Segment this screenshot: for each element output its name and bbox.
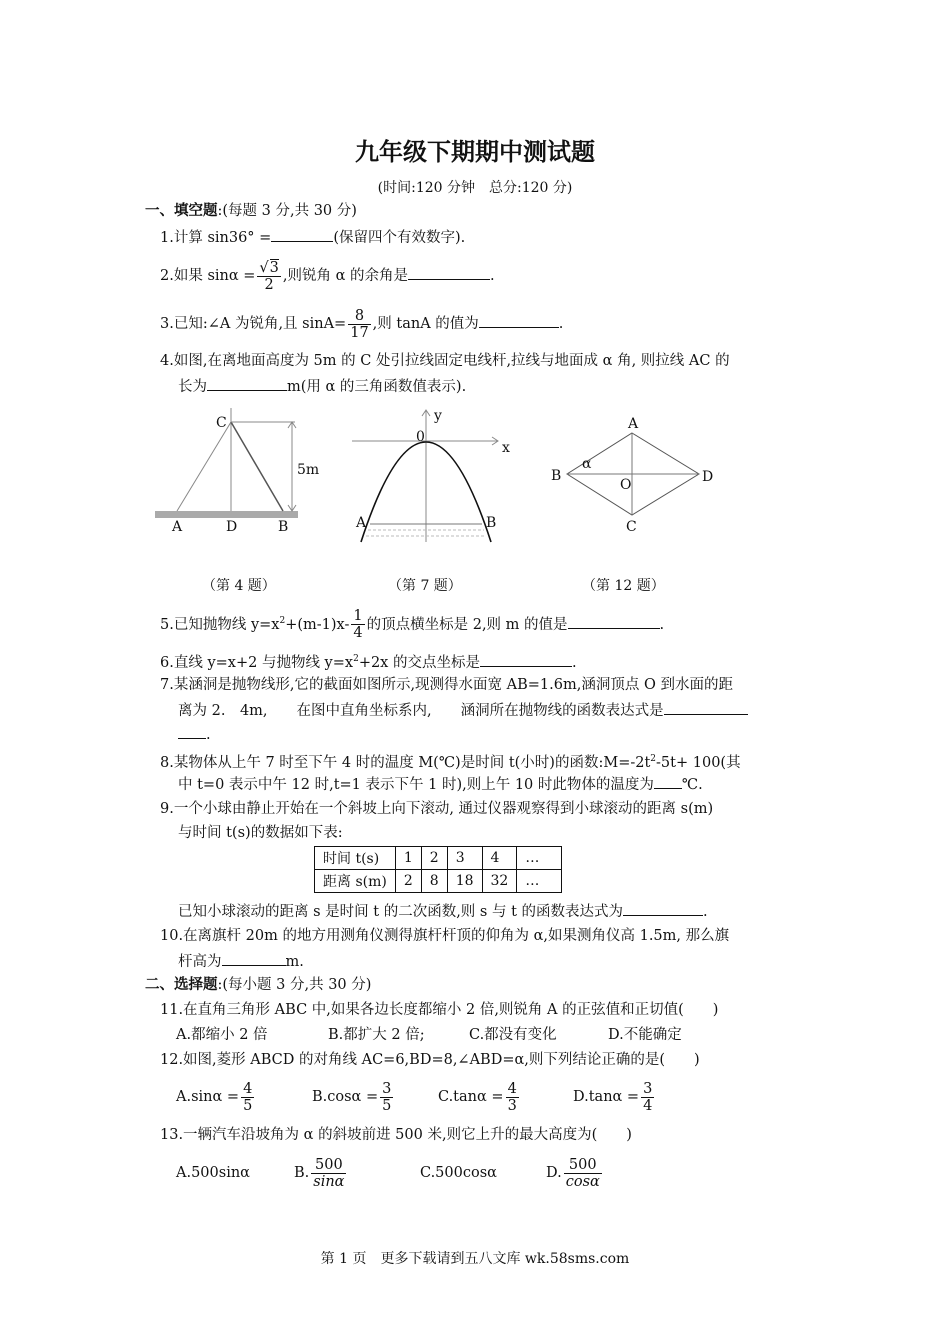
answer-blank (271, 226, 333, 242)
page-footer: 第 1 页 更多下载请到五八文库 wk.58sms.com (320, 1251, 630, 1267)
answer-blank (480, 651, 572, 667)
question-7-line-2: 离为 2. 4m, 在图中直角坐标系内, 涵洞所在抛物线的函数表达式是 (178, 699, 748, 722)
table-cell: 2 (395, 870, 421, 893)
question-13-option-a: A.500sinα (176, 1165, 250, 1181)
fraction: $\frac{8}{17}$ (350, 307, 369, 341)
page-title: 九年级下期期中测试题 (355, 138, 595, 166)
figure-12-rhombus (551, 416, 713, 535)
question-9-line-1: 9.一个小球由静止开始在一个斜坡上向下滚动, 通过仪器观察得到小球滚动的距离 s(m) (160, 801, 714, 817)
question-5: 5.已知抛物线 $y=x^2+(m-1)x-$ $\frac{1}{4}$ 的顶点横坐标是 2,则 m 的值是 . (160, 608, 665, 642)
question-6: 6.直线 y=x+2 与抛物线 $y=x^2+2x$ 的交点坐标是 . (160, 648, 577, 674)
question-9-line-2: 与时间 t(s)的数据如下表: (178, 825, 343, 841)
figure-7-parabola (352, 408, 510, 542)
label-b: B (551, 468, 562, 484)
ground-strip (155, 511, 298, 518)
question-9-after: 已知小球滚动的距离 s 是时间 t 的二次函数,则 s 与 t 的函数表达式为 . (178, 900, 708, 923)
table-cell: 4 (482, 847, 517, 870)
table-cell: 32 (482, 870, 517, 893)
answer-blank (479, 312, 559, 328)
wire-bc (231, 422, 283, 511)
figure-12-caption: （第 12 题） (582, 578, 665, 594)
question-13: 13.一辆汽车沿坡角为 α 的斜坡前进 500 米,则它上升的最大高度为( ) (160, 1127, 632, 1143)
question-11-option-c: C.都没有变化 (469, 1027, 557, 1043)
question-11-option-d: D.不能确定 (608, 1027, 682, 1043)
label-d: D (702, 469, 714, 485)
wire-ac (177, 422, 231, 511)
figure-4-caption: （第 4 题） (202, 578, 276, 594)
answer-blank (408, 264, 490, 280)
question-13-option-d: D. $\frac{500}{\cos\alpha}$ (546, 1156, 600, 1190)
label-c: C (216, 415, 227, 431)
table-cell: 2 (421, 847, 447, 870)
question-4-line-2: 长为 m(用 α 的三角函数值表示). (178, 375, 466, 398)
data-table (314, 846, 562, 893)
label-a: A (356, 515, 367, 531)
label-a: A (172, 519, 183, 535)
label-o: O (620, 477, 632, 493)
question-8-line-1: 8.某物体从上午 7 时至下午 4 时的温度 M(℃)是时间 t(小时)的函数$:M=-2t^2-5t+ 100$(其 (160, 754, 741, 771)
figure-7-caption: （第 7 题） (388, 578, 462, 594)
question-11-option-a: A.都缩小 2 倍 (176, 1027, 268, 1043)
answer-blank (654, 773, 682, 789)
question-10-line-1: 10.在离旗杆 20m 的地方用测角仪测得旗杆杆顶的仰角为 α,如果测角仪高 1.5m, 那么旗 (160, 928, 730, 944)
table-cell: … (517, 870, 562, 893)
table-row (315, 870, 562, 893)
label-b: B (486, 515, 497, 531)
section-2-heading: 二、选择题:(每小题 3 分,共 30 分) (145, 976, 372, 993)
question-12: 12.如图,菱形 ABCD 的对角线 AC=6,BD=8,∠ABD=α,则下列结论正确的是( ) (160, 1052, 700, 1068)
question-12-option-a: A.sinα = $\frac{4}{5}$ (176, 1080, 253, 1114)
question-3: 3.已知:∠A 为锐角,且 sinA= $\frac{8}{17}$ ,则 tanA 的值为 . (160, 307, 564, 341)
question-4-line-1: 4.如图,在离地面高度为 5m 的 C 处引拉线固定电线杆,拉线与地面成 α 角, 则拉线 AC 的 (160, 353, 730, 369)
question-8-line-2: 中 t=0 表示中午 12 时,t=1 表示下午 1 时),则上午 10 时此物体的温度为 ℃. (178, 773, 703, 796)
answer-blank (222, 950, 286, 966)
fraction: $\frac{√3}{2}$ (259, 260, 279, 293)
question-10-line-2: 杆高为 m. (178, 950, 304, 973)
question-13-option-c: C.500cosα (420, 1165, 497, 1181)
table-cell: 18 (447, 870, 482, 893)
question-2: 2.如果 sinα = $\frac{√3}{2}$ ,则锐角 α 的余角是 . (160, 260, 495, 293)
question-11-option-b: B.都扩大 2 倍; (328, 1027, 425, 1043)
table-row (315, 847, 562, 870)
table-cell: 8 (421, 870, 447, 893)
question-1: 1.计算 sin36° = (保留四个有效数字). (160, 226, 465, 249)
table-cell: 距离 s(m) (315, 870, 396, 893)
label-d: D (226, 519, 238, 535)
figure-4-pole-diagram (155, 408, 319, 535)
question-7-line-1: 7.某涵洞是抛物线形,它的截面如图所示,现测得水面宽 AB=1.6m,涵洞顶点 O 到水面的距 (160, 677, 733, 693)
label-y: y (434, 408, 442, 424)
figures-row (140, 400, 740, 560)
question-12-option-c: C.tanα = $\frac{4}{3}$ (438, 1080, 517, 1114)
label-x: x (502, 440, 510, 456)
answer-blank (207, 375, 287, 391)
question-7-line-3: . (178, 723, 211, 746)
question-13-option-b: B. $\frac{500}{\sin\alpha}$ (294, 1156, 345, 1190)
label-alpha: α (582, 456, 592, 472)
question-11: 11.在直角三角形 ABC 中,如果各边长度都缩小 2 倍,则锐角 A 的正弦值和正切值( ) (160, 1002, 719, 1018)
answer-blank (178, 723, 206, 739)
label-b: B (278, 519, 289, 535)
label-a: A (628, 416, 639, 432)
section-1-heading: 一、填空题:(每题 3 分,共 30 分) (145, 202, 357, 219)
page-subtitle: (时间:120 分钟 总分:120 分) (377, 180, 573, 196)
fraction: $\frac{1}{4}$ (353, 608, 363, 642)
answer-blank (568, 613, 660, 629)
answer-blank (623, 900, 703, 916)
question-12-option-d: D.tanα = $\frac{3}{4}$ (573, 1080, 653, 1114)
label-origin: 0 (416, 429, 425, 445)
table-cell: … (517, 847, 562, 870)
table-cell: 时间 t(s) (315, 847, 396, 870)
answer-blank (664, 699, 748, 715)
table-cell: 1 (395, 847, 421, 870)
label-height: 5m (297, 462, 320, 478)
question-12-option-b: B.cosα = $\frac{3}{5}$ (312, 1080, 392, 1114)
table-cell: 3 (447, 847, 482, 870)
label-c: C (626, 519, 637, 535)
